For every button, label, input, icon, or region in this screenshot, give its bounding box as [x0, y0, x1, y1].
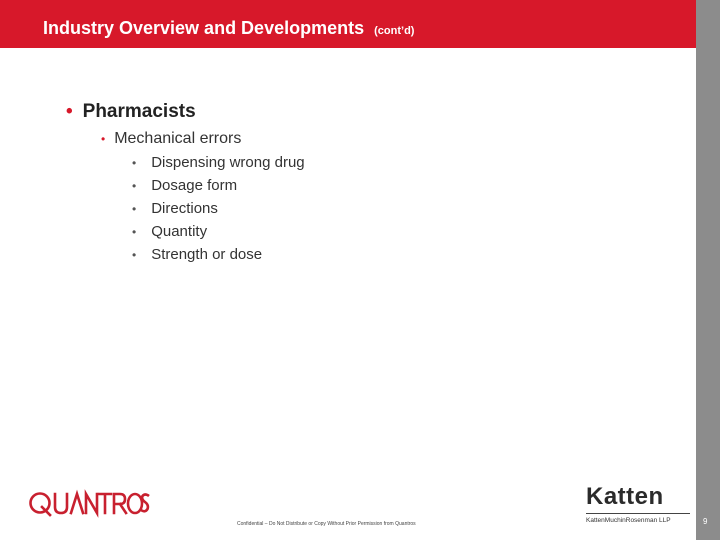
- bullet-marker: •: [101, 132, 106, 146]
- slide-title-main: Industry Overview and Developments: [43, 18, 365, 38]
- bullet-text: Pharmacists: [82, 101, 196, 122]
- bullet-marker: •: [132, 156, 137, 170]
- katten-logo: [586, 484, 696, 524]
- bullet-marker: •: [132, 248, 137, 262]
- katten-logo-name: Katten: [586, 483, 664, 510]
- bullet-level3-item: [132, 200, 218, 217]
- right-side-strip: [696, 0, 720, 540]
- katten-logo-divider: [586, 513, 690, 514]
- bullet-level3-item: [132, 177, 237, 194]
- bullet-text: Mechanical errors: [114, 130, 242, 147]
- bullet-text: Dispensing wrong drug: [151, 154, 305, 171]
- bullet-text: Quantity: [151, 223, 208, 240]
- quantros-logo: [28, 488, 152, 520]
- page-number: 9: [703, 517, 708, 526]
- bullet-level3-item: [132, 246, 262, 263]
- bullet-level3-item: [132, 154, 305, 171]
- bullet-level2-mechanical-errors: [101, 130, 241, 148]
- bullet-level3-item: [132, 223, 207, 240]
- slide-title-suffix: (cont’d): [374, 25, 415, 37]
- title-bar: [0, 0, 696, 48]
- katten-logo-subtitle: KattenMuchinRosenman LLP: [586, 517, 671, 524]
- bullet-level1-pharmacists: [66, 101, 196, 123]
- confidential-notice: Confidential – Do Not Distribute or Copy Without Prior Permission from Quantros: [237, 521, 416, 527]
- bullet-text: Directions: [151, 200, 218, 217]
- bullet-text: Dosage form: [151, 177, 238, 194]
- bullet-marker: •: [66, 101, 73, 122]
- bullet-text: Strength or dose: [151, 246, 263, 263]
- slide-title: [43, 18, 414, 39]
- bullet-marker: •: [132, 202, 137, 216]
- bullet-marker: •: [132, 225, 137, 239]
- bullet-marker: •: [132, 179, 137, 193]
